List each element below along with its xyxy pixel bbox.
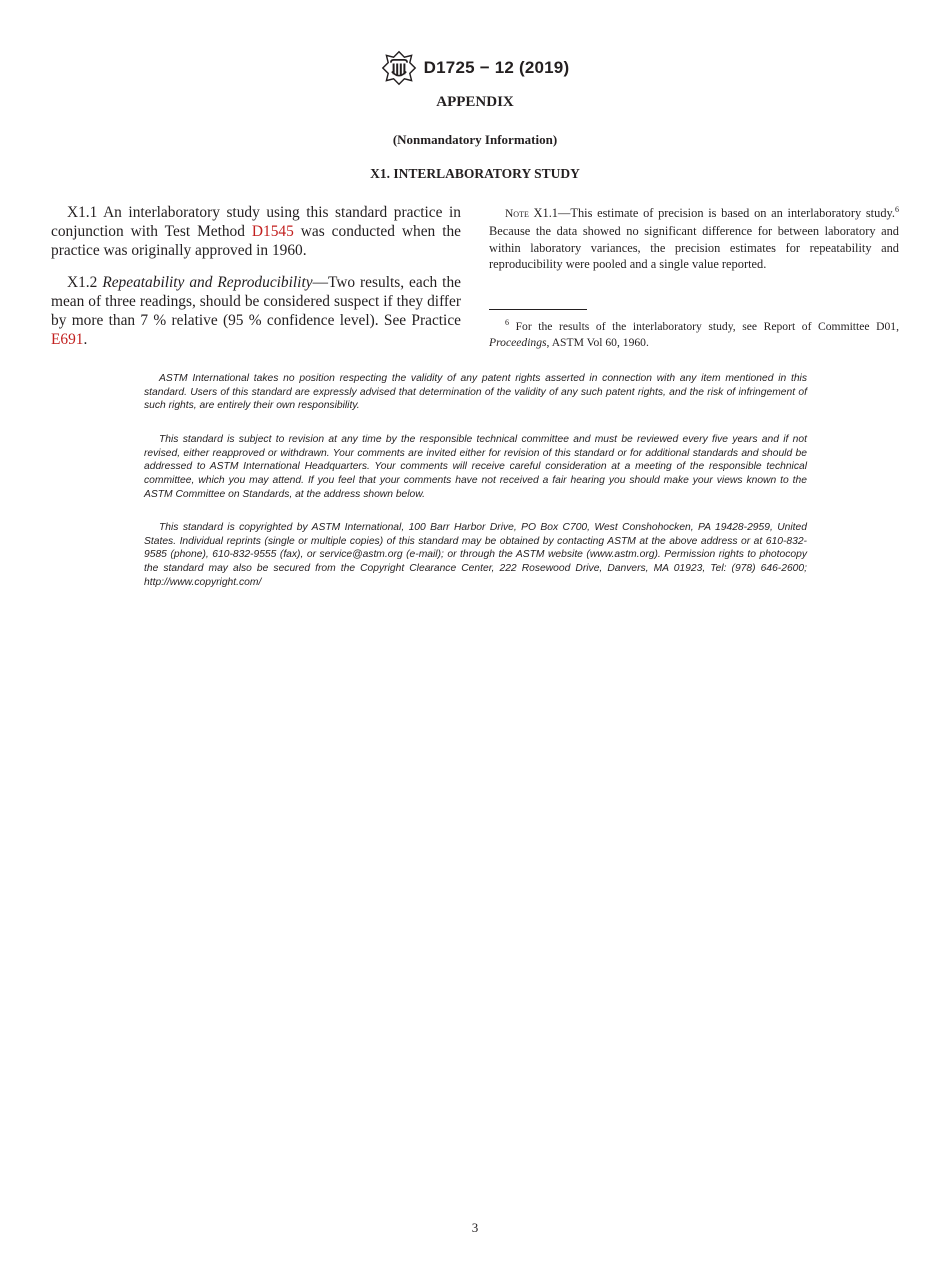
- footnote: [489, 319, 899, 350]
- legal-text: This standard is copyrighted by ASTM International, 100 Barr Harbor Drive, PO Box C700, West Conshohocken, PA 19428-2959, United States. Individual reprints (single or multiple copies) of this standard may be obtained by contacting ASTM at the above address or at 610-832-9585 (phone), 610-832-9555 (fax), or service@astm.org (e-mail); or through the ASTM website (www.astm.org). Permission rights to photocopy the standard may also be secured from the Copyright Clearance Center, 222 Rosewood Drive, Danvers, MA 01923, Tel: (978) 646-2600; http://www.copyright.com/: [144, 522, 807, 588]
- appendix-title: APPENDIX: [436, 94, 514, 110]
- footnote-text: , ASTM Vol 60, 1960.: [546, 335, 649, 349]
- note-x1-1: [489, 205, 899, 273]
- page-header: [0, 50, 950, 86]
- paragraph-number: X1.2: [67, 274, 98, 292]
- legal-notice-revision: [144, 433, 807, 502]
- paragraph-italic-title: Repeatability and Reproducibility: [102, 274, 313, 292]
- note-text: Because the data showed no significant difference for between laboratory and within laboratory variances, the precision estimates for repeatability and reproducibility were pooled and a single value reported.: [489, 223, 899, 272]
- legal-notice-patent: [144, 372, 807, 413]
- note-number: X1.1: [528, 206, 558, 220]
- paragraph-text: An interlaboratory study using this standard practice in conjunction with Test Method: [51, 204, 461, 240]
- paragraph-text: was conducted when the practice was originally approved in 1960.: [51, 222, 461, 259]
- document-designation: D1725 − 12 (2019): [423, 58, 570, 77]
- paragraph-number: X1.1: [67, 204, 98, 221]
- footnote-ref[interactable]: 6: [895, 204, 899, 214]
- footnote-text: For the results of the interlaboratory study, see Report of Committee D01,: [509, 320, 899, 333]
- note-label: Note: [505, 208, 529, 220]
- legal-text: This standard is subject to revision at any time by the responsible technical committee and must be reviewed every five years and if not revised, either reapproved or withdrawn. Your comments are invited either for revision of this standard or for additional standards and should be addressed to ASTM International Headquarters. Your comments will receive careful consideration at a meeting of the responsible technical committee, which you may attend. If you feel that your comments have not received a fair hearing you should make your views known to the ASTM Committee on Standards, at the address shown below.: [144, 434, 807, 500]
- link-e691[interactable]: E691: [51, 330, 84, 348]
- section-title: X1. INTERLABORATORY STUDY: [370, 166, 580, 181]
- astm-logo-icon: [381, 50, 417, 86]
- page-number: 3: [471, 1220, 479, 1235]
- footnote-italic: Proceedings: [489, 335, 547, 349]
- legal-text: ASTM International takes no position respecting the validity of any patent rights asserted in connection with any item mentioned in this standard. Users of this standard are expressly advised that determination of the validity of any such patent rights, and the risk of infringement of such rights, are entirely their own responsibility.: [144, 373, 807, 412]
- link-d1545[interactable]: D1545: [251, 222, 294, 240]
- right-column: [489, 205, 899, 273]
- note-text: —This estimate of precision is based on an interlaboratory study.: [558, 206, 895, 220]
- left-column: [51, 204, 461, 364]
- appendix-subtitle: (Nonmandatory Information): [392, 132, 558, 147]
- paragraph-x1-2: [51, 274, 461, 349]
- paragraph-text: .: [83, 330, 88, 348]
- footnote-divider: [489, 309, 587, 310]
- paragraph-text: —Two results, each the mean of three readings, should be considered suspect if they differ by more than 7 % relative (95 % confidence level). See Practice: [51, 274, 461, 329]
- paragraph-x1-1: [51, 204, 461, 260]
- footnote-marker: 6: [505, 318, 509, 328]
- legal-notice-copyright: [144, 521, 807, 590]
